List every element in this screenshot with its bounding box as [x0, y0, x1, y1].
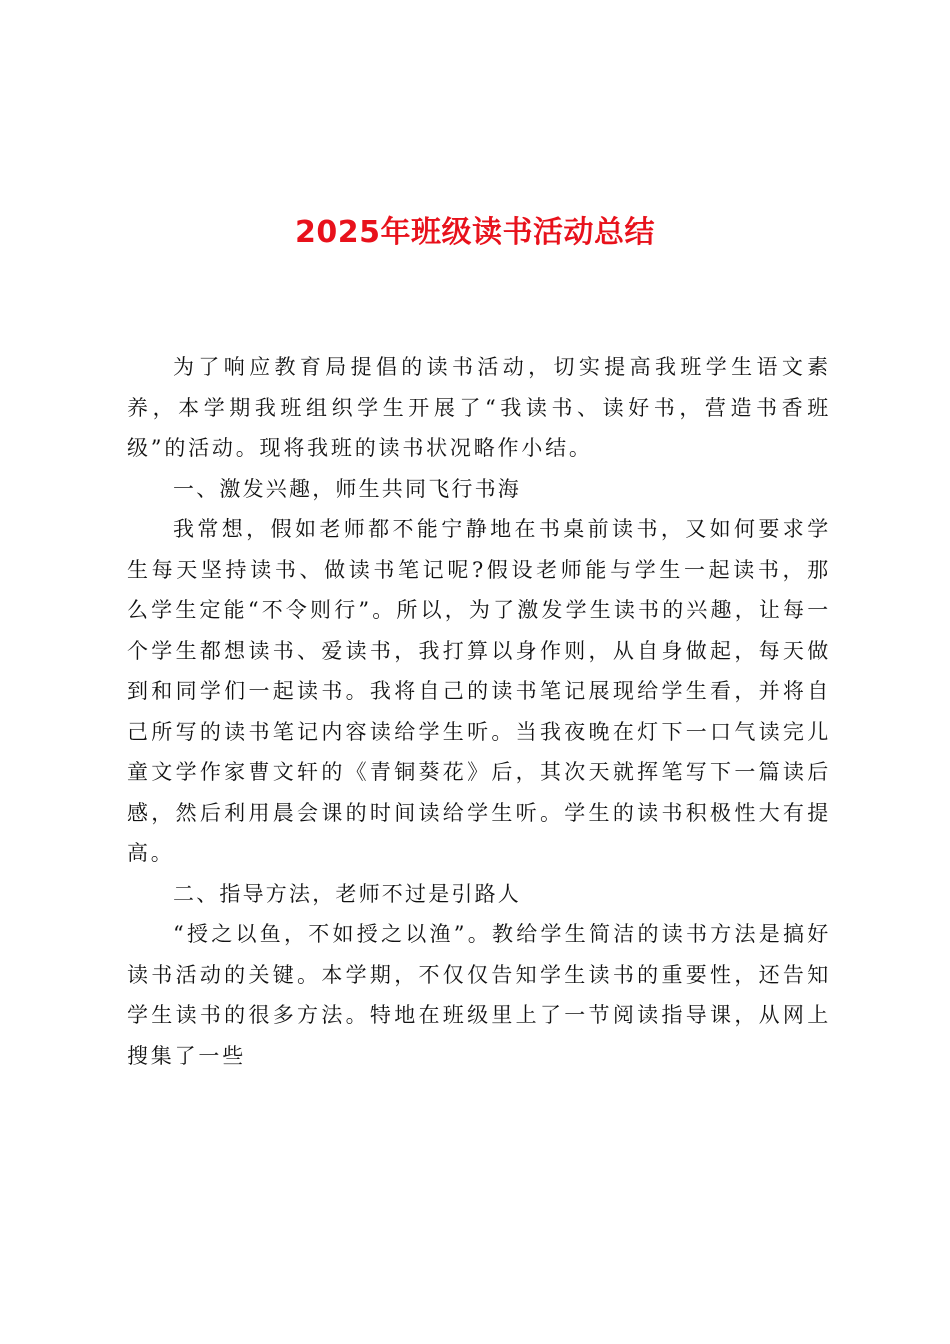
document-title: 2025年班级读书活动总结 [295, 215, 655, 250]
section-1-paragraph: 我常想，假如老师都不能宁静地在书桌前读书，又如何要求学生每天坚持读书、做读书笔记呢?假设老师能与学生一起读书，那么学生定能“不令则行”。所以，为了激发学生读书的兴趣，让每一个学生都想读书、爱读书，我打算以身作则，从自身做起，每天做到和同学们一起读书。我将自己的读书笔记展现给学生看，并将自己所写的读书笔记内容读给学生听。当我夜晚在灯下一口气读完儿童文学作家曹文轩的《青铜葵花》后，其次天就挥笔写下一篇读后感，然后利用晨会课的时间读给学生听。学生的读书积极性大有提高。 [127, 517, 831, 865]
intro-paragraph: 为了响应教育局提倡的读书活动，切实提高我班学生语文素养，本学期我班组织学生开展了“我读书、读好书，营造书香班级”的活动。现将我班的读书状况略作小结。 [127, 355, 831, 460]
section-2-paragraph: “授之以鱼，不如授之以渔”。教给学生简洁的读书方法是搞好读书活动的关键。本学期，不仅仅告知学生读书的重要性，还告知学生读书的很多方法。特地在班级里上了一节阅读指导课，从网上搜集了一些 [127, 922, 831, 1068]
section-heading-1: 一、激发兴趣，师生共同飞行书海 [173, 476, 521, 501]
section-heading-2: 二、指导方法，老师不过是引路人 [173, 881, 521, 906]
document-body [127, 347, 831, 1076]
